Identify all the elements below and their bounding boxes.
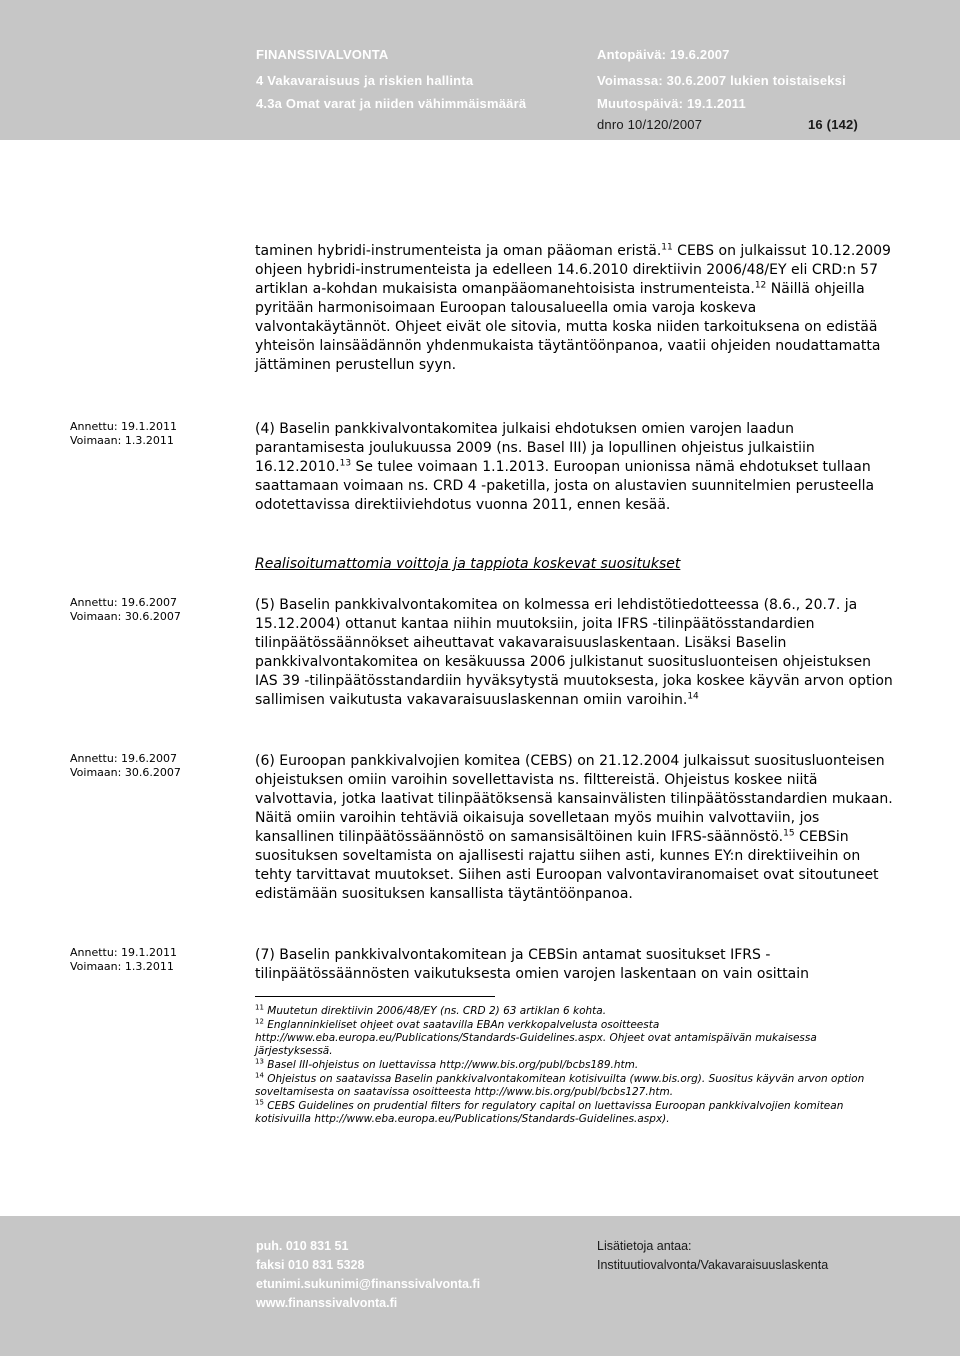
margin-note [70, 420, 240, 448]
header-section: 4 Vakavaraisuus ja riskien hallinta [256, 73, 474, 88]
text: (6) Euroopan pankkivalvojien komitea (CEBS) on 21.12.2004 julkaissut suositusluonteisen ohjeistuksen omiin varoihin sovellettavista ns. filttereistä. Ohjeistus koskee niitä valvottavia, jotka laativat tilinpäätöksensä kansainvälisten tilinpäätösstandardien mukaan. Näitä omiin varoihin tehtäviä oikaisuja sovelletaan myös muihin valvottaviin, jos kansallinen tilinpäätössäännöstö on samansisältöinen kuin IFRS-säännöstö. [255, 753, 893, 845]
footnote-ref: 11 [661, 242, 673, 253]
text: (7) Baselin pankkivalvontakomitean ja CEBSin antamat suositukset IFRS -tilinpäätössäännösten vaikutuksesta omien varojen laskentaan on vain osittain [255, 947, 809, 982]
margin-note-given: Annettu: 19.1.2011 [70, 946, 178, 959]
paragraph-4 [255, 420, 895, 515]
footnote-number: 13 [255, 1057, 264, 1066]
footer-info-department: Instituutiovalvonta/Vakavaraisuuslaskenta [597, 1258, 829, 1272]
footer-website[interactable]: www.finanssivalvonta.fi [256, 1296, 398, 1310]
paragraph-5 [255, 596, 895, 710]
footer-info-label: Lisätietoja antaa: [597, 1239, 692, 1253]
header-page-number: 16 (142) [808, 117, 859, 132]
footnote-14 [255, 1073, 895, 1099]
margin-note-given: Annettu: 19.1.2011 [70, 420, 178, 433]
footnote-11 [255, 1005, 895, 1018]
text: CEBS on julkaissut 10.12.2009 ohjeen hybridi-instrumenteista ja edelleen 14.6.2010 direktiivin 2006/48/EY eli CRD:n 57 artiklan a-kohdan mukaisista omanpääomanehtoisista instrumenteista. [255, 243, 891, 297]
footnote-ref: 12 [754, 280, 767, 291]
margin-note-given: Annettu: 19.6.2007 [70, 596, 178, 609]
margin-note-effective: Voimaan: 1.3.2011 [70, 960, 174, 973]
footnote-text: Basel III-ohjeistus on luettavissa http://www.bis.org/publ/bcbs189.htm. [263, 1059, 639, 1071]
margin-note [70, 752, 240, 780]
text: (4) Baselin pankkivalvontakomitea julkaisi ehdotuksen omien varojen laadun parantamisesta joulukuussa 2009 (ns. Basel III) ja lopullinen ohjeistus julkaistiin 16.12.2010. [255, 421, 815, 475]
footer-fax: faksi 010 831 5328 [256, 1258, 365, 1272]
text: Se tulee voimaan 1.1.2013. Euroopan unionissa nämä ehdotukset tullaan saattamaan voimaan ns. CRD 4 -paketilla, josta on alustavien suunnitelmien perusteella odotettavissa direktiiviehdotus vuonna 2011, ennen kesää. [255, 459, 875, 513]
header-in-force: Voimassa: 30.6.2007 lukien toistaiseksi [597, 73, 846, 88]
paragraph-6 [255, 752, 895, 904]
footnote-number: 11 [255, 1003, 264, 1012]
text: taminen hybridi-instrumenteista ja oman pääoman eristä. [255, 243, 662, 259]
footer-email[interactable]: etunimi.sukunimi@finanssivalvonta.fi [256, 1277, 481, 1291]
text: CEBSin suosituksen soveltamista on ajallisesti rajattu siihen asti, kunnes EY:n direktiiveihin on tehty tarvittavat muutokset. Siihen asti Euroopan valvontaviranomaiset ovat sitoutuneet edistämään suosituksen kansallista täytäntöönpanoa. [255, 829, 879, 902]
footnote-text: CEBS Guidelines on prudential filters for regulatory capital on luettavissa Euroopan pankkivalvojien komitean kotisivuilla http://www.eba.europa.eu/Publications/Standards-Guidelines.aspx). [255, 1100, 844, 1125]
header-ref: dnro 10/120/2007 [597, 117, 703, 132]
margin-note-given: Annettu: 19.6.2007 [70, 752, 178, 765]
header-subsection: 4.3a Omat varat ja niiden vähimmäismäärä [256, 96, 527, 111]
text: (5) Baselin pankkivalvontakomitea on kolmessa eri lehdistötiedotteessa (8.6., 20.7. ja 15.12.2004) ottanut kantaa niihin muutoksiin, joita IFRS -tilinpäätösstandardien tilinpäätössäännökset aiheuttavat vakavaraisuuslaskentaan. Lisäksi Baselin pankkivalvontakomitea on kesäkuussa 2006 julkistanut suositusluonteisen ohjeistuksen IAS 39 -tilinpäätösstandardiin hyväksytystä muutoksesta, joka koskee käyvän arvon option sallimisen vaikutusta vakavaraisuuslaskennan omiin varoihin. [255, 597, 893, 708]
section-subheading: Realisoitumattomia voittoja ja tappiota koskevat suositukset [255, 556, 681, 572]
footnote-13 [255, 1059, 895, 1072]
header-modified: Muutospäivä: 19.1.2011 [597, 96, 746, 111]
paragraph-7 [255, 946, 895, 984]
footnote-text: Ohjeistus on saatavissa Baselin pankkivalvontakomitean kotisivuilta (www.bis.org). Suositus käyvän arvon option soveltamisesta on saatavissa osoitteesta http://www.bis.org/publ/bcbs127.htm. [255, 1073, 865, 1098]
footnote-number: 12 [255, 1017, 264, 1026]
header-issued: Antopäivä: 19.6.2007 [597, 47, 730, 62]
margin-note-effective: Voimaan: 1.3.2011 [70, 434, 174, 447]
footnote-ref: 14 [687, 691, 699, 702]
text: Näillä ohjeilla pyritään harmonisoimaan Euroopan talousalueella omia varoja koskeva valvontakäytännöt. Ohjeet eivät ole sitovia, mutta koska niiden tarkoituksena on edistää yhteisön lainsäädännön yhdenmukaista täytäntöönpanoa, vaatii ohjeiden noudattamatta jättäminen perustellun syyn. [255, 281, 881, 373]
footer-phone: puh. 010 831 51 [256, 1239, 349, 1253]
footnote-text: Muutetun direktiivin 2006/48/EY (ns. CRD 2) 63 artiklan 6 kohta. [263, 1005, 607, 1017]
margin-note [70, 596, 240, 624]
header-org: FINANSSIVALVONTA [256, 47, 389, 62]
footnote-ref: 13 [339, 458, 352, 469]
footnote-number: 14 [255, 1071, 264, 1080]
paragraph-continuation [255, 242, 895, 375]
footnote-text: Englanninkieliset ohjeet ovat saatavilla EBAn verkkopalvelusta osoitteesta http://www.eba.europa.eu/Publications/Standards-Guidelines.aspx. Ohjeet ovat antamispäivän mukaisessa järjestyksessä. [255, 1019, 817, 1057]
margin-note-effective: Voimaan: 30.6.2007 [70, 766, 181, 779]
footnote-number: 15 [255, 1098, 264, 1107]
margin-note-effective: Voimaan: 30.6.2007 [70, 610, 181, 623]
margin-note [70, 946, 240, 974]
footnote-ref: 15 [783, 828, 795, 839]
footnote-15 [255, 1100, 895, 1126]
footnote-divider [255, 996, 495, 997]
footnote-12 [255, 1019, 895, 1058]
